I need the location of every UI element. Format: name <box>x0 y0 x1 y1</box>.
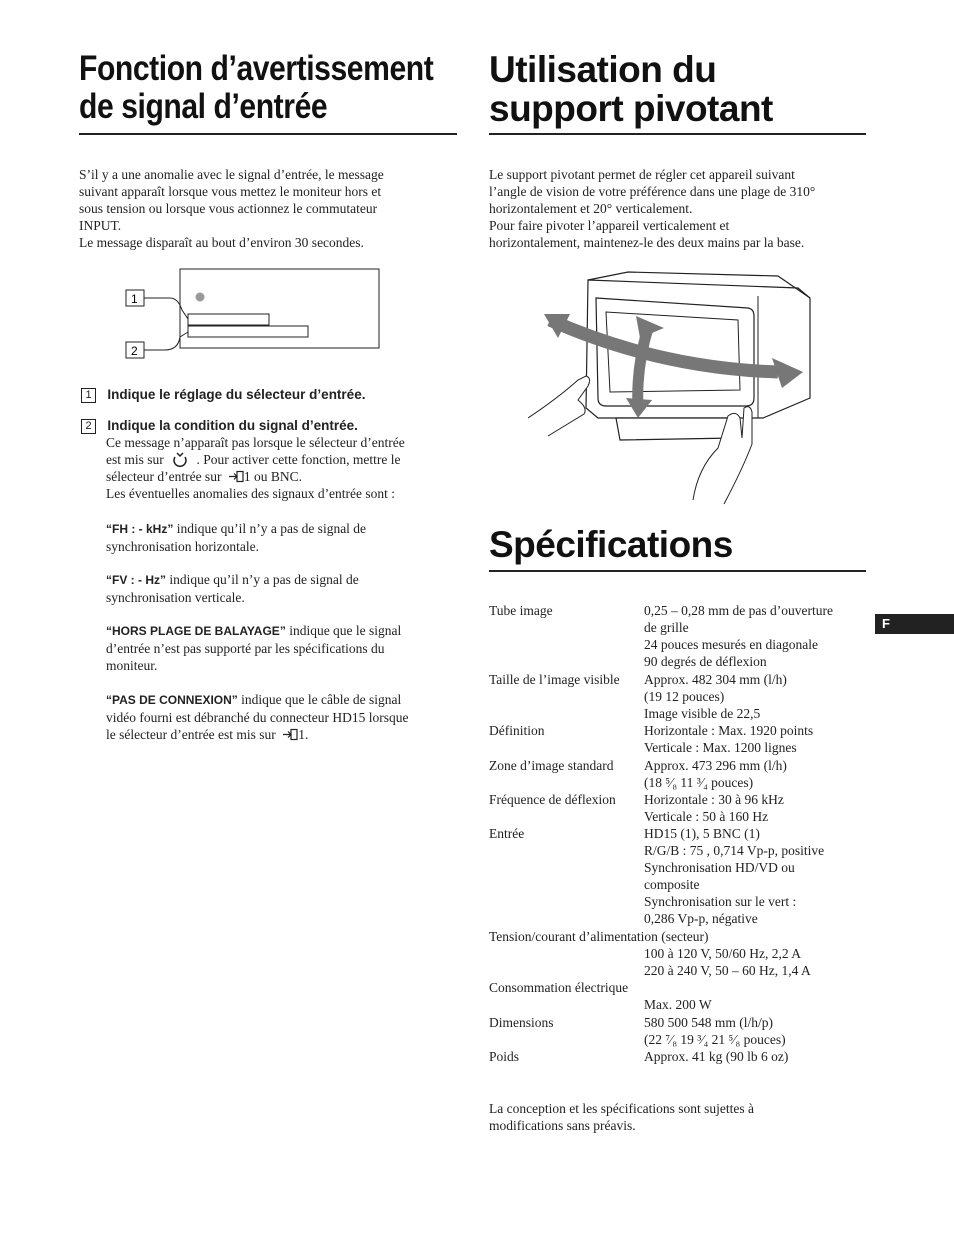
monitor-base <box>616 418 734 440</box>
item-1-number: 1 <box>81 388 96 403</box>
intro-line: INPUT. <box>79 218 122 233</box>
swivel-intro <box>489 166 879 251</box>
anomaly-fv: “FV : - Hz” indique qu’il n’y a pas de signal de synchronisation verticale. <box>106 572 359 605</box>
right-title-line1: Utilisation du <box>489 49 717 90</box>
left-title-line2: de signal d’entrée <box>79 87 328 126</box>
intro-line: l’angle de vision de votre préférence dans une plage de 310° <box>489 184 816 199</box>
anomaly-fh: “FH : - kHz” indique qu’il n’y a pas de signal de synchronisation horizontale. <box>106 521 367 554</box>
anomaly-term: “PAS DE CONNEXION” <box>106 693 238 707</box>
intro-line: Pour faire pivoter l’appareil verticalement et <box>489 218 730 233</box>
spec-title: Spécifications <box>489 524 733 565</box>
item-2-line: Les éventuelles anomalies des signaux d’entrée sont : <box>106 486 396 501</box>
item-2-body <box>106 434 461 502</box>
item-2 <box>81 417 358 434</box>
right-title-rule <box>489 133 866 135</box>
intro-line: suivant apparaît lorsque vous mettez le moniteur hors et <box>79 184 382 199</box>
intro-line: horizontalement, maintenez-le des deux mains par la base. <box>489 235 805 250</box>
intro-line: Le support pivotant permet de régler cet appareil suivant <box>489 167 795 182</box>
item-1 <box>81 386 365 403</box>
anomaly-term: “HORS PLAGE DE BALAYAGE” <box>106 624 286 638</box>
callout-2: 2 <box>131 344 138 358</box>
left-hand <box>528 376 590 436</box>
input-connector-icon <box>228 470 244 483</box>
spec-table: Tube image 0,25 – 0,28 mm de pas d’ouverture de grille 24 pouces mesurés en diagonale 90 degrés de déflexion Taille de l’image visible Approx. 482 304 mm (l/h) (19 12 pouces) Image visible de 22,5 Définition Horizontale : Max. 1920 points Verticale : Max. 1200 lignes Zone d’image standard Approx. 473 296 mm (l/h) (18 ⁵⁄₈ 11 ³⁄₄ pouces) Fréquence de déflexion Horizontale : 30 à 96 kHz Verticale : 50 à 160 Hz Entrée HD15 (1), 5 BNC (1) R/G/B : 75 , 0,714 Vp-p, positive Synchronisation HD/VD ou composite Synchronisation sur le vert : 0,286 Vp-p, négative Tension/courant d’alimentation (secteur) 100 à 120 V, 50/60 Hz, 2,2 A 220 à 240 V, 50 – 60 Hz, 1,4 A Consommation électrique Max. 200 W Dimensions 580 500 548 mm (l/h/p) (22 ⁷⁄₈ 19 ³⁄₄ 21 ⁵⁄₈ pouces) Poids Approx. 41 kg (90 lb 6 oz) <box>489 603 833 1064</box>
left-title <box>79 50 433 126</box>
language-tab-f: F <box>875 614 954 634</box>
anomaly-no-connection: “PAS DE CONNEXION” indique que le câble de signal vidéo fourni est débranché du connecteur HD15 lorsque le sélecteur d’entrée est mis sur 1. <box>106 692 409 742</box>
info-icon <box>196 293 205 302</box>
right-title-line2: support pivotant <box>489 88 773 129</box>
intro-line: Le message disparaît au bout d’environ 30 secondes. <box>79 235 364 250</box>
item-1-label: Indique le réglage du sélecteur d’entrée. <box>107 387 366 402</box>
spec-title-rule <box>489 570 866 572</box>
item-2-label: Indique la condition du signal d’entrée. <box>107 418 358 433</box>
left-title-line1: Fonction d’avertissement <box>79 49 434 88</box>
intro-line: horizontalement et 20° verticalement. <box>489 201 693 216</box>
item-2-line: sélecteur d’entrée sur 1 ou BNC. <box>106 469 302 484</box>
signal-condition-field <box>188 326 308 337</box>
callout-1: 1 <box>131 292 138 306</box>
spec-footer-note: La conception et les spécifications sont sujettes à modifications sans préavis. <box>489 1101 755 1133</box>
left-intro <box>79 166 459 251</box>
item-2-number: 2 <box>81 419 96 434</box>
item-2-line: est mis sur . Pour activer cette fonction, mettre le <box>106 452 401 467</box>
anomaly-out-of-range: “HORS PLAGE DE BALAYAGE” indique que le signal d’entrée n’est pas supporté par les spécifications du moniteur. <box>106 623 402 673</box>
anomaly-term: “FH : - kHz” <box>106 522 174 536</box>
item-2-line: Ce message n’apparaît pas lorsque le sélecteur d’entrée <box>106 435 405 450</box>
right-title <box>489 50 773 128</box>
monitor-swivel-illustration <box>528 268 818 506</box>
intro-line: sous tension ou lorsque vous actionnez le commutateur <box>79 201 378 216</box>
intro-line: S’il y a une anomalie avec le signal d’entrée, le message <box>79 167 384 182</box>
anomaly-term: “FV : - Hz” <box>106 573 166 587</box>
input-connector-icon <box>282 728 298 741</box>
input-setting-field <box>188 314 269 325</box>
left-title-rule <box>79 133 457 135</box>
power-cycle-icon <box>169 451 191 468</box>
message-diagram <box>120 265 385 365</box>
